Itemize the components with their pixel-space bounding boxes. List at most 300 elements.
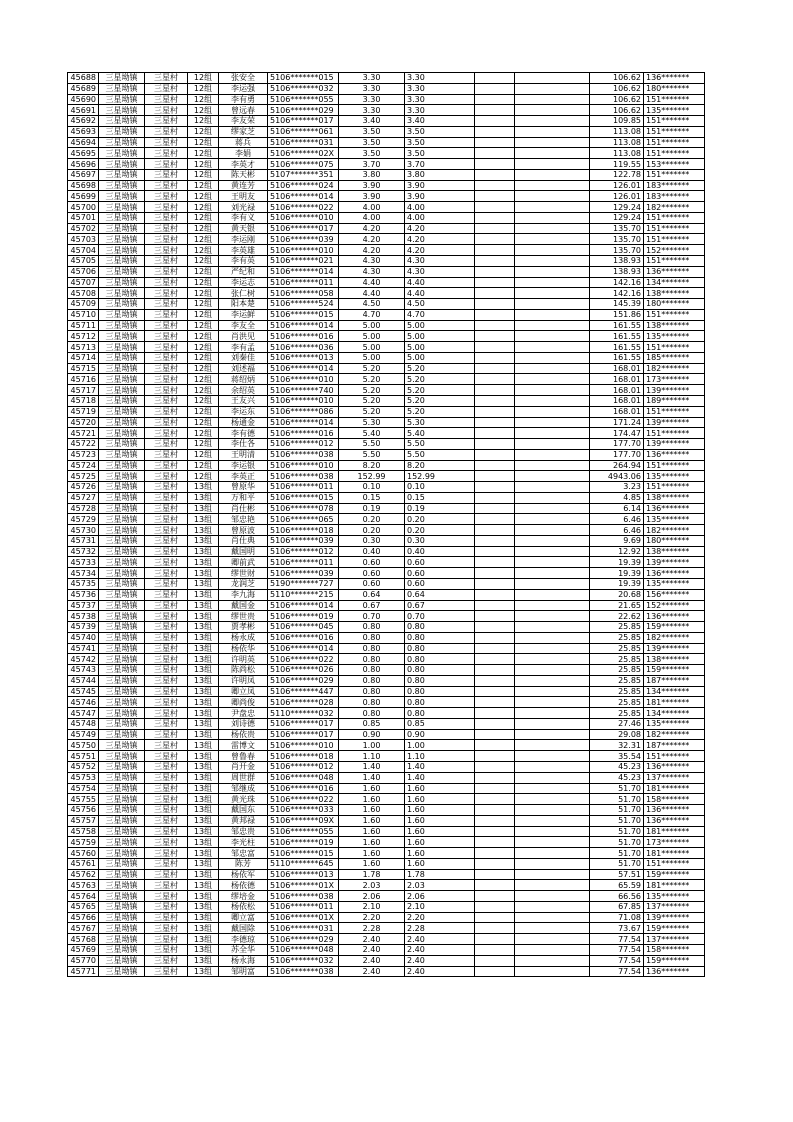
- table-row: [68, 439, 705, 450]
- phone-cell: 135*******: [644, 578, 705, 589]
- blank-cell-1: [475, 686, 515, 697]
- row-index: 45745: [68, 686, 99, 697]
- village-cell: 三星村: [145, 945, 188, 956]
- phone-cell: 135*******: [644, 514, 705, 525]
- name-cell: 陈芳: [219, 858, 268, 869]
- id-number-cell: 5106*******024: [268, 180, 339, 191]
- phone-cell: 138*******: [644, 320, 705, 331]
- amount-cell: 168.01: [590, 363, 644, 374]
- blank-cell-1: [475, 622, 515, 633]
- phone-cell: 135*******: [644, 331, 705, 342]
- phone-cell: 181*******: [644, 848, 705, 859]
- id-number-cell: 5106*******045: [268, 622, 339, 633]
- group-cell: 12组: [188, 137, 219, 148]
- village-cell: 三星村: [145, 439, 188, 450]
- area-cell: 8.20: [339, 460, 405, 471]
- id-number-cell: 5106*******01X: [268, 912, 339, 923]
- id-number-cell: 5106*******014: [268, 191, 339, 202]
- phone-cell: 135*******: [644, 105, 705, 116]
- group-cell: 12组: [188, 245, 219, 256]
- id-number-cell: 5106*******038: [268, 966, 339, 977]
- name-cell: 陈天彬: [219, 169, 268, 180]
- town-cell: 三星坳镇: [99, 762, 145, 773]
- table-row: [68, 234, 705, 245]
- phone-cell: 137*******: [644, 901, 705, 912]
- phone-cell: 151*******: [644, 223, 705, 234]
- phone-cell: 159*******: [644, 665, 705, 676]
- table-row: [68, 837, 705, 848]
- blank-cell-2: [515, 395, 590, 406]
- blank-cell-2: [515, 826, 590, 837]
- table-row: [68, 277, 705, 288]
- blank-cell-2: [515, 245, 590, 256]
- blank-cell-1: [475, 557, 515, 568]
- subsidy-area-cell: 0.80: [405, 686, 475, 697]
- name-cell: 许明英: [219, 654, 268, 665]
- town-cell: 三星坳镇: [99, 331, 145, 342]
- phone-cell: 151*******: [644, 751, 705, 762]
- blank-cell-2: [515, 180, 590, 191]
- name-cell: 曾原华: [219, 482, 268, 493]
- area-cell: 0.80: [339, 622, 405, 633]
- blank-cell-2: [515, 729, 590, 740]
- id-number-cell: 5107*******351: [268, 169, 339, 180]
- town-cell: 三星坳镇: [99, 858, 145, 869]
- town-cell: 三星坳镇: [99, 546, 145, 557]
- group-cell: 13组: [188, 848, 219, 859]
- phone-cell: 173*******: [644, 837, 705, 848]
- town-cell: 三星坳镇: [99, 191, 145, 202]
- amount-cell: 113.08: [590, 137, 644, 148]
- town-cell: 三星坳镇: [99, 309, 145, 320]
- amount-cell: 138.93: [590, 256, 644, 267]
- town-cell: 三星坳镇: [99, 880, 145, 891]
- blank-cell-1: [475, 772, 515, 783]
- row-index: 45757: [68, 815, 99, 826]
- blank-cell-1: [475, 912, 515, 923]
- table-row: [68, 665, 705, 676]
- table-row: [68, 482, 705, 493]
- blank-cell-2: [515, 665, 590, 676]
- subsidy-area-cell: 1.60: [405, 815, 475, 826]
- name-cell: 杨依德: [219, 880, 268, 891]
- group-cell: 13组: [188, 740, 219, 751]
- blank-cell-1: [475, 697, 515, 708]
- phone-cell: 151*******: [644, 858, 705, 869]
- blank-cell-2: [515, 686, 590, 697]
- name-cell: 李娟: [219, 148, 268, 159]
- phone-cell: 135*******: [644, 718, 705, 729]
- table-row: [68, 622, 705, 633]
- name-cell: 杨通金: [219, 417, 268, 428]
- phone-cell: 151*******: [644, 116, 705, 127]
- phone-cell: 185*******: [644, 352, 705, 363]
- id-number-cell: 5106*******012: [268, 439, 339, 450]
- group-cell: 13组: [188, 772, 219, 783]
- amount-cell: 129.24: [590, 202, 644, 213]
- id-number-cell: 5106*******013: [268, 352, 339, 363]
- village-cell: 三星村: [145, 912, 188, 923]
- amount-cell: 73.67: [590, 923, 644, 934]
- name-cell: 李英雄: [219, 245, 268, 256]
- phone-cell: 153*******: [644, 159, 705, 170]
- table-row: [68, 632, 705, 643]
- table-row: [68, 245, 705, 256]
- subsidy-area-cell: 1.60: [405, 858, 475, 869]
- id-number-cell: 5106*******011: [268, 557, 339, 568]
- id-number-cell: 5106*******014: [268, 643, 339, 654]
- blank-cell-1: [475, 212, 515, 223]
- village-cell: 三星村: [145, 245, 188, 256]
- name-cell: 李有英: [219, 256, 268, 267]
- subsidy-area-cell: 2.28: [405, 923, 475, 934]
- amount-cell: 19.39: [590, 578, 644, 589]
- area-cell: 0.85: [339, 718, 405, 729]
- phone-cell: 151*******: [644, 137, 705, 148]
- name-cell: 肖开金: [219, 762, 268, 773]
- subsidy-area-cell: 3.90: [405, 180, 475, 191]
- group-cell: 12组: [188, 234, 219, 245]
- id-number-cell: 5106*******032: [268, 83, 339, 94]
- area-cell: 3.50: [339, 126, 405, 137]
- row-index: 45689: [68, 83, 99, 94]
- group-cell: 13组: [188, 858, 219, 869]
- area-cell: 0.80: [339, 675, 405, 686]
- group-cell: 13组: [188, 794, 219, 805]
- town-cell: 三星坳镇: [99, 708, 145, 719]
- phone-cell: 187*******: [644, 740, 705, 751]
- town-cell: 三星坳镇: [99, 740, 145, 751]
- amount-cell: 29.08: [590, 729, 644, 740]
- village-cell: 三星村: [145, 126, 188, 137]
- town-cell: 三星坳镇: [99, 675, 145, 686]
- blank-cell-2: [515, 805, 590, 816]
- name-cell: 杨依松: [219, 901, 268, 912]
- amount-cell: 12.92: [590, 546, 644, 557]
- village-cell: 三星村: [145, 73, 188, 84]
- town-cell: 三星坳镇: [99, 525, 145, 536]
- area-cell: 1.60: [339, 805, 405, 816]
- amount-cell: 77.54: [590, 945, 644, 956]
- id-number-cell: 5106*******447: [268, 686, 339, 697]
- group-cell: 12组: [188, 202, 219, 213]
- town-cell: 三星坳镇: [99, 514, 145, 525]
- amount-cell: 71.08: [590, 912, 644, 923]
- row-index: 45710: [68, 309, 99, 320]
- id-number-cell: 5106*******017: [268, 718, 339, 729]
- phone-cell: 173*******: [644, 374, 705, 385]
- blank-cell-1: [475, 223, 515, 234]
- village-cell: 三星村: [145, 363, 188, 374]
- blank-cell-1: [475, 169, 515, 180]
- group-cell: 13组: [188, 708, 219, 719]
- village-cell: 三星村: [145, 223, 188, 234]
- town-cell: 三星坳镇: [99, 105, 145, 116]
- name-cell: 邹忠艳: [219, 514, 268, 525]
- group-cell: 13组: [188, 751, 219, 762]
- id-number-cell: 5106*******014: [268, 266, 339, 277]
- table-row: [68, 449, 705, 460]
- amount-cell: 106.62: [590, 94, 644, 105]
- subsidy-area-cell: 5.20: [405, 363, 475, 374]
- blank-cell-2: [515, 589, 590, 600]
- phone-cell: 135*******: [644, 471, 705, 482]
- town-cell: 三星坳镇: [99, 417, 145, 428]
- group-cell: 12组: [188, 191, 219, 202]
- village-cell: 三星村: [145, 557, 188, 568]
- subsidy-area-cell: 0.80: [405, 665, 475, 676]
- village-cell: 三星村: [145, 632, 188, 643]
- area-cell: 0.19: [339, 503, 405, 514]
- blank-cell-1: [475, 740, 515, 751]
- subsidy-area-cell: 0.80: [405, 632, 475, 643]
- row-index: 45709: [68, 299, 99, 310]
- blank-cell-1: [475, 277, 515, 288]
- blank-cell-2: [515, 105, 590, 116]
- row-index: 45728: [68, 503, 99, 514]
- subsidy-area-cell: 0.30: [405, 535, 475, 546]
- phone-cell: 180*******: [644, 299, 705, 310]
- blank-cell-1: [475, 535, 515, 546]
- blank-cell-1: [475, 643, 515, 654]
- town-cell: 三星坳镇: [99, 589, 145, 600]
- subsidy-area-cell: 1.40: [405, 762, 475, 773]
- town-cell: 三星坳镇: [99, 180, 145, 191]
- phone-cell: 138*******: [644, 492, 705, 503]
- subsidy-area-cell: 4.00: [405, 212, 475, 223]
- id-number-cell: 5106*******015: [268, 492, 339, 503]
- name-cell: 李运银: [219, 460, 268, 471]
- id-number-cell: 5106*******016: [268, 331, 339, 342]
- blank-cell-1: [475, 471, 515, 482]
- phone-cell: 134*******: [644, 686, 705, 697]
- amount-cell: 171.24: [590, 417, 644, 428]
- blank-cell-2: [515, 557, 590, 568]
- id-number-cell: 5106*******031: [268, 137, 339, 148]
- subsidy-area-cell: 1.60: [405, 805, 475, 816]
- group-cell: 12组: [188, 288, 219, 299]
- subsidy-area-cell: 0.80: [405, 675, 475, 686]
- row-index: 45706: [68, 266, 99, 277]
- group-cell: 13组: [188, 686, 219, 697]
- subsidy-area-cell: 3.30: [405, 105, 475, 116]
- row-index: 45690: [68, 94, 99, 105]
- table-row: [68, 212, 705, 223]
- row-index: 45748: [68, 718, 99, 729]
- town-cell: 三星坳镇: [99, 805, 145, 816]
- subsidy-area-cell: 0.60: [405, 568, 475, 579]
- town-cell: 三星坳镇: [99, 83, 145, 94]
- area-cell: 0.20: [339, 514, 405, 525]
- row-index: 45761: [68, 858, 99, 869]
- table-row: [68, 751, 705, 762]
- subsidy-area-cell: 2.40: [405, 966, 475, 977]
- blank-cell-1: [475, 299, 515, 310]
- id-number-cell: 5106*******022: [268, 794, 339, 805]
- table-row: [68, 202, 705, 213]
- table-row: [68, 762, 705, 773]
- name-cell: 蒋兵: [219, 137, 268, 148]
- row-index: 45769: [68, 945, 99, 956]
- amount-cell: 135.70: [590, 223, 644, 234]
- table-row: [68, 934, 705, 945]
- id-number-cell: 5106*******01X: [268, 880, 339, 891]
- blank-cell-1: [475, 708, 515, 719]
- amount-cell: 21.65: [590, 600, 644, 611]
- amount-cell: 51.70: [590, 805, 644, 816]
- area-cell: 3.80: [339, 169, 405, 180]
- phone-cell: 136*******: [644, 503, 705, 514]
- id-number-cell: 5106*******086: [268, 406, 339, 417]
- blank-cell-1: [475, 137, 515, 148]
- area-cell: 2.10: [339, 901, 405, 912]
- area-cell: 4.30: [339, 266, 405, 277]
- blank-cell-2: [515, 837, 590, 848]
- area-cell: 3.30: [339, 94, 405, 105]
- name-cell: 王明清: [219, 449, 268, 460]
- table-row: [68, 191, 705, 202]
- table-row: [68, 783, 705, 794]
- amount-cell: 142.16: [590, 288, 644, 299]
- town-cell: 三星坳镇: [99, 783, 145, 794]
- village-cell: 三星村: [145, 266, 188, 277]
- id-number-cell: 5106*******028: [268, 697, 339, 708]
- village-cell: 三星村: [145, 385, 188, 396]
- town-cell: 三星坳镇: [99, 955, 145, 966]
- area-cell: 3.30: [339, 105, 405, 116]
- village-cell: 三星村: [145, 589, 188, 600]
- blank-cell-1: [475, 794, 515, 805]
- subsidy-area-cell: 5.20: [405, 395, 475, 406]
- subsidy-area-cell: 5.00: [405, 342, 475, 353]
- town-cell: 三星坳镇: [99, 116, 145, 127]
- amount-cell: 57.51: [590, 869, 644, 880]
- town-cell: 三星坳镇: [99, 772, 145, 783]
- phone-cell: 159*******: [644, 923, 705, 934]
- phone-cell: 151*******: [644, 256, 705, 267]
- table-row: [68, 417, 705, 428]
- village-cell: 三星村: [145, 320, 188, 331]
- village-cell: 三星村: [145, 94, 188, 105]
- amount-cell: 45.23: [590, 762, 644, 773]
- group-cell: 13组: [188, 611, 219, 622]
- group-cell: 13组: [188, 622, 219, 633]
- table-row: [68, 395, 705, 406]
- group-cell: 13组: [188, 901, 219, 912]
- amount-cell: 9.69: [590, 535, 644, 546]
- row-index: 45749: [68, 729, 99, 740]
- village-cell: 三星村: [145, 826, 188, 837]
- name-cell: 张仁树: [219, 288, 268, 299]
- blank-cell-1: [475, 891, 515, 902]
- subsidy-area-cell: 1.60: [405, 794, 475, 805]
- row-index: 45719: [68, 406, 99, 417]
- area-cell: 4.40: [339, 277, 405, 288]
- subsidy-area-cell: 5.20: [405, 374, 475, 385]
- group-cell: 13组: [188, 568, 219, 579]
- row-index: 45755: [68, 794, 99, 805]
- village-cell: 三星村: [145, 848, 188, 859]
- town-cell: 三星坳镇: [99, 256, 145, 267]
- town-cell: 三星坳镇: [99, 342, 145, 353]
- blank-cell-2: [515, 352, 590, 363]
- subsidy-area-cell: 0.19: [405, 503, 475, 514]
- name-cell: 尹盘忠: [219, 708, 268, 719]
- row-index: 45731: [68, 535, 99, 546]
- blank-cell-1: [475, 815, 515, 826]
- blank-cell-2: [515, 578, 590, 589]
- table-row: [68, 923, 705, 934]
- id-number-cell: 5110*******645: [268, 858, 339, 869]
- name-cell: 缪世财: [219, 568, 268, 579]
- phone-cell: 139*******: [644, 385, 705, 396]
- subsidy-area-cell: 5.20: [405, 406, 475, 417]
- subsidy-area-cell: 2.10: [405, 901, 475, 912]
- area-cell: 5.30: [339, 417, 405, 428]
- row-index: 45732: [68, 546, 99, 557]
- blank-cell-1: [475, 288, 515, 299]
- village-cell: 三星村: [145, 751, 188, 762]
- area-cell: 3.50: [339, 148, 405, 159]
- blank-cell-1: [475, 256, 515, 267]
- row-index: 45768: [68, 934, 99, 945]
- table-row: [68, 288, 705, 299]
- amount-cell: 109.85: [590, 116, 644, 127]
- id-number-cell: 5106*******010: [268, 374, 339, 385]
- group-cell: 13组: [188, 826, 219, 837]
- table-row: [68, 299, 705, 310]
- id-number-cell: 5106*******038: [268, 471, 339, 482]
- row-index: 45740: [68, 632, 99, 643]
- area-cell: 0.80: [339, 686, 405, 697]
- table-row: [68, 309, 705, 320]
- town-cell: 三星坳镇: [99, 363, 145, 374]
- area-cell: 0.90: [339, 729, 405, 740]
- village-cell: 三星村: [145, 783, 188, 794]
- phone-cell: 138*******: [644, 654, 705, 665]
- blank-cell-2: [515, 675, 590, 686]
- subsidy-area-cell: 0.85: [405, 718, 475, 729]
- area-cell: 0.80: [339, 697, 405, 708]
- area-cell: 1.60: [339, 848, 405, 859]
- group-cell: 13组: [188, 557, 219, 568]
- row-index: 45739: [68, 622, 99, 633]
- blank-cell-1: [475, 848, 515, 859]
- amount-cell: 51.70: [590, 794, 644, 805]
- id-number-cell: 5106*******014: [268, 417, 339, 428]
- blank-cell-1: [475, 654, 515, 665]
- phone-cell: 138*******: [644, 288, 705, 299]
- area-cell: 1.60: [339, 858, 405, 869]
- blank-cell-1: [475, 245, 515, 256]
- name-cell: 李仕各: [219, 439, 268, 450]
- village-cell: 三星村: [145, 449, 188, 460]
- name-cell: 李运刚: [219, 234, 268, 245]
- group-cell: 12组: [188, 439, 219, 450]
- blank-cell-1: [475, 546, 515, 557]
- blank-cell-2: [515, 148, 590, 159]
- name-cell: 李友全: [219, 320, 268, 331]
- amount-cell: 113.08: [590, 126, 644, 137]
- subsidy-area-cell: 3.30: [405, 73, 475, 84]
- id-number-cell: 5106*******032: [268, 955, 339, 966]
- table-row: [68, 740, 705, 751]
- name-cell: 缪家芝: [219, 126, 268, 137]
- subsidy-area-cell: 4.40: [405, 288, 475, 299]
- group-cell: 13组: [188, 966, 219, 977]
- group-cell: 13组: [188, 837, 219, 848]
- town-cell: 三星坳镇: [99, 159, 145, 170]
